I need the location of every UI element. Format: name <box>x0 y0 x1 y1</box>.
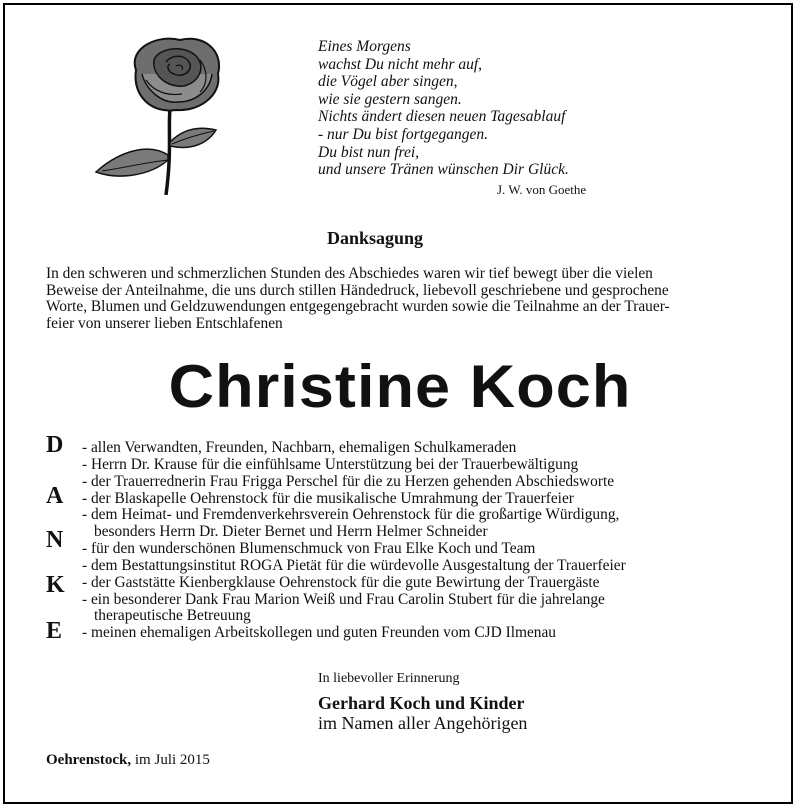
signer-name: Gerhard Koch und Kinder <box>318 693 525 713</box>
list-item: - allen Verwandten, Freunden, Nachbarn, ehemaligen Schulkameraden <box>82 439 517 456</box>
closing-line: In liebevoller Erinnerung <box>318 671 460 686</box>
danke-letter: D <box>46 432 64 458</box>
deceased-name: Christine Koch <box>168 353 632 420</box>
place-date <box>46 752 210 769</box>
danke-letter: N <box>46 527 64 553</box>
list-item: - ein besonderer Dank Frau Marion Weiß und Frau Carolin Stubert für die jahrelange <box>82 590 605 608</box>
signer-subline: im Namen aller Angehörigen <box>318 713 528 733</box>
poem-line: - nur Du bist fortgegangen. <box>318 125 489 143</box>
poem-line: wachst Du nicht mehr auf, <box>318 55 483 73</box>
intro-line: In den schweren und schmerzlichen Stunden des Abschiedes waren wir tief bewegt über die vielen <box>46 265 653 282</box>
danke-letter: E <box>46 618 63 644</box>
intro-line: Beweise der Anteilnahme, die uns durch stillen Händedruck, liebevoll geschriebene und gesprochene <box>46 281 669 299</box>
poem-line: wie sie gestern sangen. <box>318 90 462 108</box>
intro-paragraph <box>46 266 754 332</box>
poem-line: Eines Morgens <box>318 38 411 55</box>
intro-line: feier von unserer lieben Entschlafenen <box>46 314 283 332</box>
list-item: - Herrn Dr. Krause für die einfühlsame Unterstützung bei der Trauerbewältigung <box>82 455 579 473</box>
danke-letters <box>46 432 76 652</box>
thanks-list <box>82 440 722 642</box>
intro-line: Worte, Blumen und Geldzuwendungen entgegengebracht wurden sowie die Teilnahme an der Trauer- <box>46 298 670 316</box>
place: Oehrenstock, <box>46 752 132 768</box>
date: im Juli 2015 <box>134 752 210 768</box>
notice-title: Danksagung <box>326 228 424 248</box>
poem-line: die Vögel aber singen, <box>318 73 458 91</box>
list-item: - dem Bestattungsinstitut ROGA Pietät für die würdevolle Ausgestaltung der Trauerfeier <box>82 556 626 574</box>
list-item: therapeutische Betreuung <box>94 607 251 625</box>
list-item: - für den wunderschönen Blumenschmuck von Frau Elke Koch und Team <box>82 540 536 558</box>
list-item: - der Trauerrednerin Frau Frigga Perschel für die zu Herzen gehenden Abschiedsworte <box>82 472 615 490</box>
poem <box>318 38 618 179</box>
rose-icon <box>88 30 238 195</box>
danke-letter: K <box>46 572 65 598</box>
poem-line: Nichts ändert diesen neuen Tagesablauf <box>318 108 566 126</box>
danke-letter: A <box>46 483 64 509</box>
poem-line: Du bist nun frei, <box>318 143 420 161</box>
poem-line: und unsere Tränen wünschen Dir Glück. <box>318 161 569 179</box>
list-item: - dem Heimat- und Fremdenverkehrsverein Oehrenstock für die großartige Würdigung, <box>82 506 620 524</box>
list-item: - der Gaststätte Kienbergklause Oehrenstock für die gute Bewirtung der Trauergäste <box>82 573 600 591</box>
list-item: - meinen ehemaligen Arbeitskollegen und guten Freunden vom CJD Ilmenau <box>82 624 557 642</box>
list-item: besonders Herrn Dr. Dieter Bernet und Herrn Helmer Schneider <box>94 523 488 541</box>
list-item: - der Blaskapelle Oehrenstock für die musikalische Umrahmung der Trauerfeier <box>82 489 574 507</box>
poem-author: J. W. von Goethe <box>497 182 587 197</box>
